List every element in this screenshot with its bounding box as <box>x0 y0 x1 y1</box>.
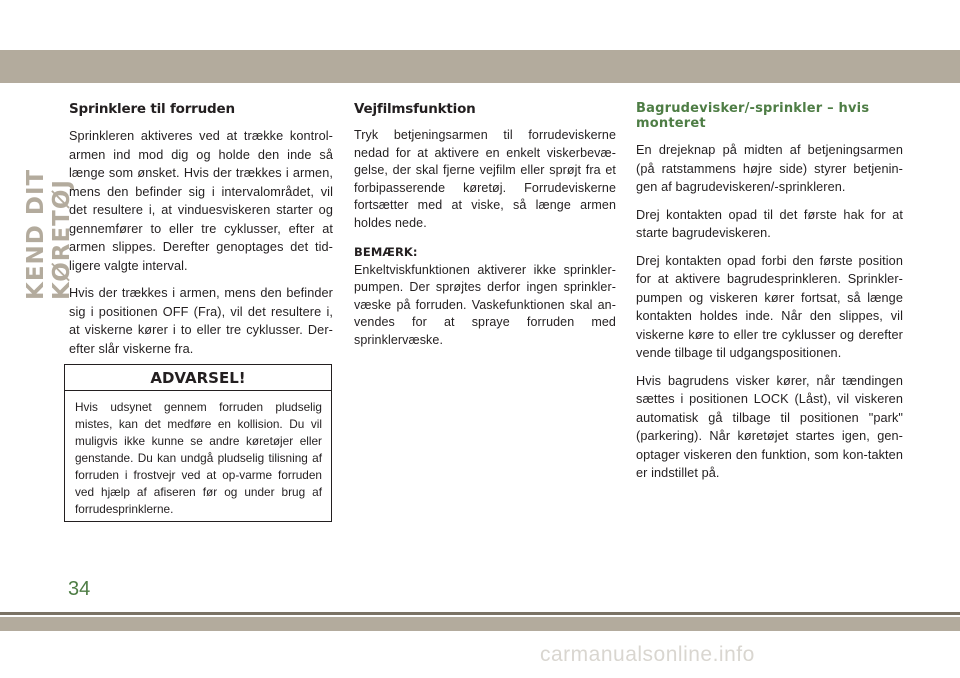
paragraph: Drej kontakten opad forbi den første position for at aktivere bagrudesprinkleren. Sprinkler-pumpen og viskeren kører fortsat, så længe kontakten holdes inde. Når den slippes, vil viskerne køre to eller tre cyklusser og derefter vende tilbage til udgangspositionen. <box>636 253 903 360</box>
heading-bagrudevisker: Bagrudevisker/-sprinkler – hvis monteret <box>636 101 870 131</box>
page-number: 34 <box>68 578 91 600</box>
paragraph: Hvis bagrudens visker kører, når tændingen sættes i positionen LOCK (Låst), vil viskeren automatisk gå tilbage til positionen "park" (parkering). Når køretøjet startes igen, gen-optager viskeren den funktion, som kon-takten er indstillet på. <box>636 373 903 480</box>
column-bagrudevisker <box>636 101 903 492</box>
section-side-label: KEND DIT KØRETØJ <box>23 168 75 300</box>
heading-sprinklere: Sprinklere til forruden <box>69 101 235 117</box>
note-label: BEMÆRK: <box>354 245 418 259</box>
heading-vejfilm: Vejfilmsfunktion <box>354 101 476 117</box>
paragraph: Tryk betjeningsarmen til forrudeviskerne nedad for at aktivere en enkelt viskerbevæ-gelse, der skal fjerne vejfilm eller sprøjt fra et forbipasserende køretøj. Forrudeviskerne fortsætter med at viske, så længe armen holdes nede. <box>354 128 616 230</box>
paragraph: Drej kontakten opad til det første hak for at starte bagrudeviskeren. <box>636 207 903 240</box>
warning-text: Hvis udsynet gennem forruden pludselig mistes, kan det medføre en kollision. Du vil muligvis ikke kunne se andre køretøjer eller genstande. Du kan undgå pludselig tilisning af forruden i frostvejr ved at op-varme forruden ved hjælp af afiseren før og under brug af forrudesprinklerne. <box>75 400 322 516</box>
warning-title: ADVARSEL! <box>65 365 331 391</box>
column-vejfilm <box>354 101 616 358</box>
paragraph: Sprinkleren aktiveres ved at trække kontrol-armen ind mod dig og holde den inde så længe som ønsket. Hvis der trækkes i armen, mens den befinder sig i intervalområdet, vil det resultere i, at vinduesviskeren starter og gennemfører to eller tre cyklusser, efter at armen slippes. Derefter genoptages det tid-ligere valgte interval. <box>69 129 333 273</box>
paragraph: En drejeknap på midten af betjeningsarmen (på ratstammens højre side) styrer betjenin-gen af bagrudeviskeren/-sprinkleren. <box>636 143 903 194</box>
note-text: Enkeltviskfunktionen aktiverer ikke sprinkler-pumpen. Der sprøjtes derfor ingen sprinkler-væske på forruden. Vaskefunktionen skal an-vendes for at spraye forruden med sprinklervæske. <box>354 262 616 347</box>
paragraph: Hvis der trækkes i armen, mens den befinder sig i positionen OFF (Fra), vil det resultere i, at viskerne kører i to eller tre cyklusser. Der-efter slår viskerne fra. <box>69 286 333 356</box>
footer-rule <box>0 612 960 615</box>
column-sprinklere <box>69 101 333 367</box>
warning-box <box>64 364 332 522</box>
header-band <box>0 50 960 83</box>
watermark: carmanualsonline.info <box>540 643 755 666</box>
footer-band <box>0 617 960 631</box>
